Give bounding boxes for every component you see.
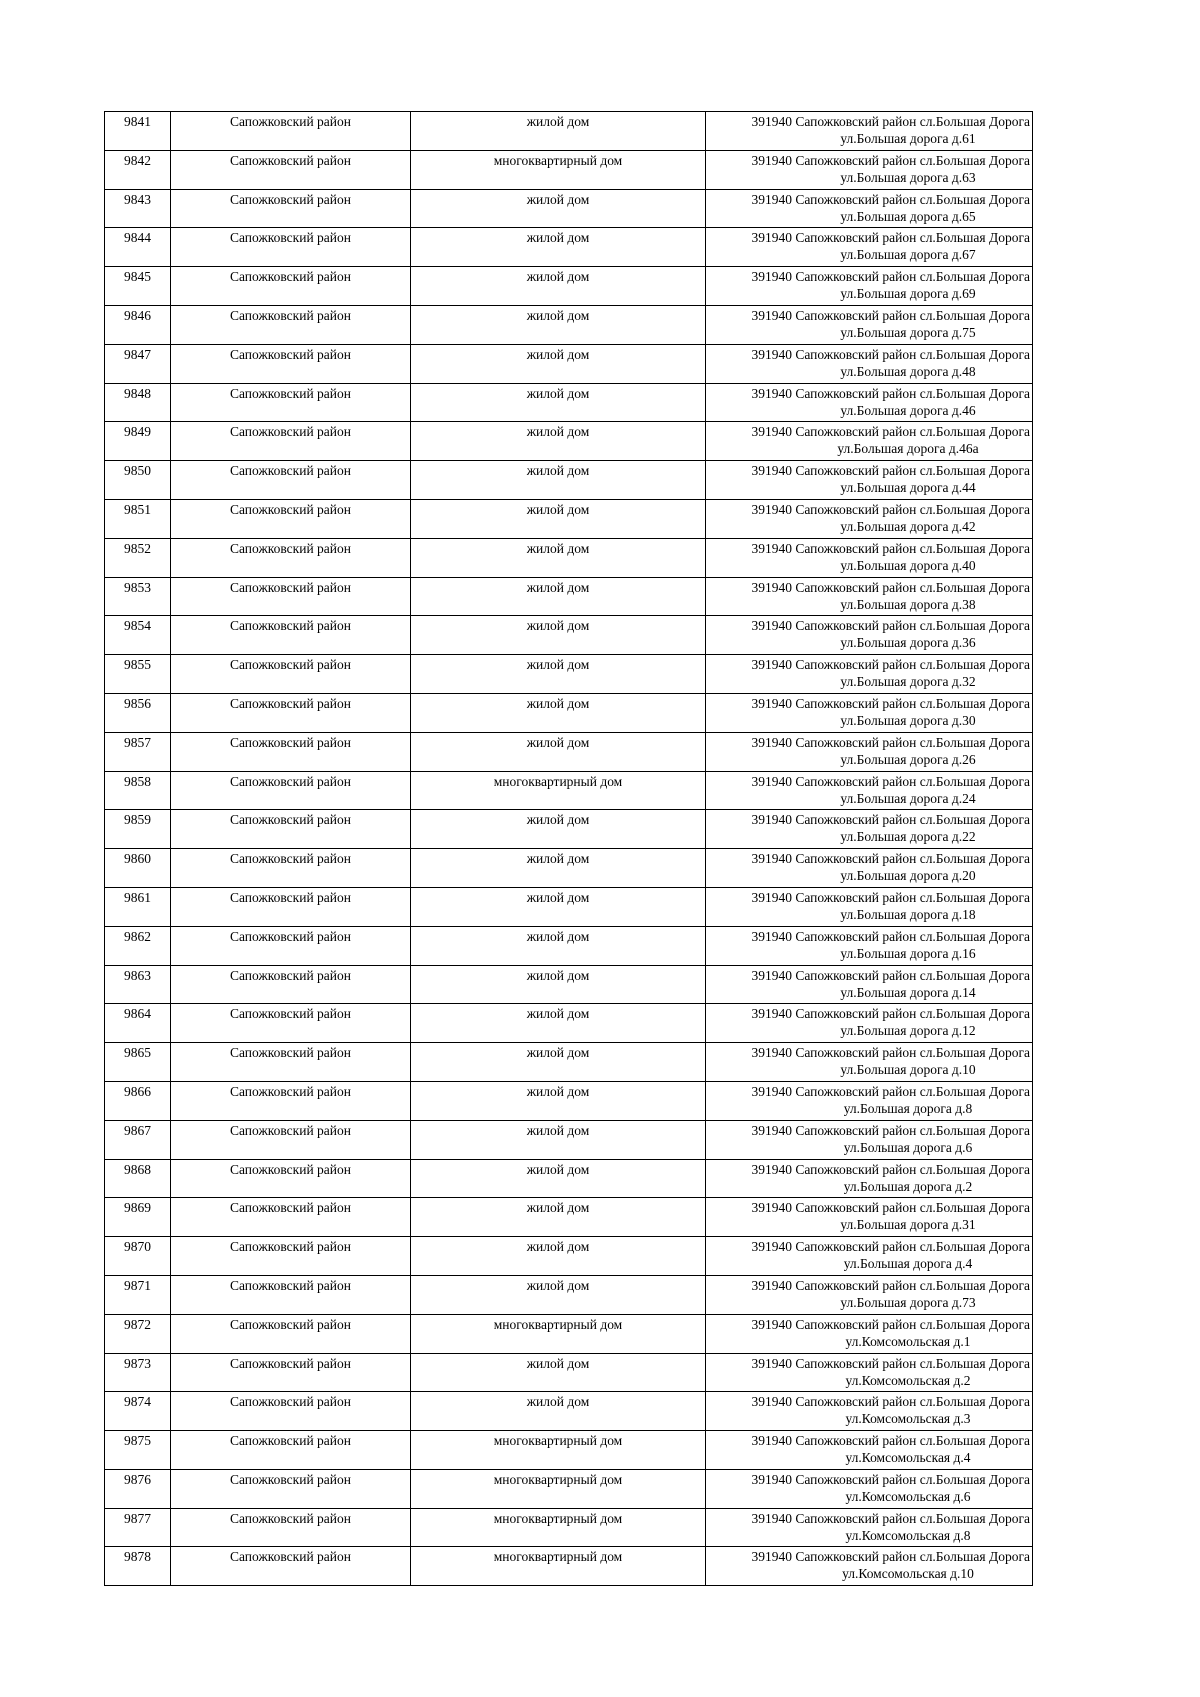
district-cell: Сапожковский район [171, 1237, 411, 1276]
address-line-2: ул.Большая дорога д.2 [843, 1178, 973, 1194]
table-row [105, 1004, 1033, 1043]
building-type-cell: жилой дом [411, 887, 706, 926]
address-line-2: ул.Большая дорога д.42 [840, 518, 976, 534]
address-line-1: 391940 Сапожковский район сл.Большая Дорога [751, 889, 1030, 905]
row-number: 9873 [105, 1353, 171, 1392]
table-row [105, 849, 1033, 888]
district-cell: Сапожковский район [171, 150, 411, 189]
building-type-cell: жилой дом [411, 1159, 706, 1198]
table-row [105, 305, 1033, 344]
address-cell [706, 422, 1033, 461]
address-line-2: ул.Большая дорога д.46а [837, 441, 979, 457]
building-type-cell: жилой дом [411, 1043, 706, 1082]
table-row [105, 1353, 1033, 1392]
row-number: 9841 [105, 112, 171, 151]
table-row [105, 926, 1033, 965]
address-cell [706, 228, 1033, 267]
row-number: 9845 [105, 267, 171, 306]
row-number: 9848 [105, 383, 171, 422]
address-line-1: 391940 Сапожковский район сл.Большая Дорога [751, 1394, 1030, 1410]
address-cell [706, 771, 1033, 810]
row-number: 9852 [105, 538, 171, 577]
building-type-cell: многоквартирный дом [411, 1508, 706, 1547]
row-number: 9876 [105, 1469, 171, 1508]
address-cell [706, 577, 1033, 616]
address-line-2: ул.Большая дорога д.31 [840, 1217, 976, 1233]
table-row [105, 771, 1033, 810]
building-type-cell: жилой дом [411, 732, 706, 771]
table-row [105, 1275, 1033, 1314]
address-line-2: ул.Большая дорога д.40 [840, 557, 976, 573]
row-number: 9874 [105, 1392, 171, 1431]
address-line-2: ул.Большая дорога д.20 [840, 868, 976, 884]
address-cell [706, 1314, 1033, 1353]
table-row [105, 1314, 1033, 1353]
table-row [105, 577, 1033, 616]
address-cell [706, 655, 1033, 694]
row-number: 9860 [105, 849, 171, 888]
address-line-1: 391940 Сапожковский район сл.Большая Дорога [751, 851, 1030, 867]
district-cell: Сапожковский район [171, 1159, 411, 1198]
building-type-cell: жилой дом [411, 616, 706, 655]
building-type-cell: жилой дом [411, 383, 706, 422]
address-line-1: 391940 Сапожковский район сл.Большая Дорога [751, 1316, 1030, 1332]
address-cell [706, 1004, 1033, 1043]
district-cell: Сапожковский район [171, 1043, 411, 1082]
row-number: 9868 [105, 1159, 171, 1198]
address-cell [706, 1198, 1033, 1237]
table-row [105, 1081, 1033, 1120]
district-cell: Сапожковский район [171, 112, 411, 151]
row-number: 9869 [105, 1198, 171, 1237]
table-row [105, 887, 1033, 926]
district-cell: Сапожковский район [171, 1081, 411, 1120]
address-line-1: 391940 Сапожковский район сл.Большая Дорога [751, 152, 1030, 168]
address-cell [706, 1431, 1033, 1470]
district-cell: Сапожковский район [171, 732, 411, 771]
address-line-1: 391940 Сапожковский район сл.Большая Дорога [751, 1471, 1030, 1487]
district-cell: Сапожковский район [171, 965, 411, 1004]
address-line-2: ул.Большая дорога д.48 [840, 363, 976, 379]
row-number: 9870 [105, 1237, 171, 1276]
table-row [105, 1392, 1033, 1431]
address-line-1: 391940 Сапожковский район сл.Большая Дорога [751, 695, 1030, 711]
table-row [105, 189, 1033, 228]
row-number: 9878 [105, 1547, 171, 1586]
address-cell [706, 1237, 1033, 1276]
address-line-1: 391940 Сапожковский район сл.Большая Дорога [751, 269, 1030, 285]
row-number: 9858 [105, 771, 171, 810]
district-cell: Сапожковский район [171, 655, 411, 694]
address-line-2: ул.Комсомольская д.6 [845, 1488, 971, 1504]
table-row [105, 810, 1033, 849]
building-type-cell: жилой дом [411, 1198, 706, 1237]
address-line-2: ул.Большая дорога д.16 [840, 945, 976, 961]
district-cell: Сапожковский район [171, 577, 411, 616]
row-number: 9850 [105, 461, 171, 500]
address-cell [706, 305, 1033, 344]
address-line-2: ул.Комсомольская д.2 [845, 1372, 971, 1388]
address-line-1: 391940 Сапожковский район сл.Большая Дорога [751, 1045, 1030, 1061]
address-line-2: ул.Большая дорога д.36 [840, 635, 976, 651]
building-type-cell: жилой дом [411, 577, 706, 616]
address-line-1: 391940 Сапожковский район сл.Большая Дорога [751, 501, 1030, 517]
building-type-cell: многоквартирный дом [411, 1547, 706, 1586]
building-type-cell: многоквартирный дом [411, 1431, 706, 1470]
row-number: 9867 [105, 1120, 171, 1159]
row-number: 9844 [105, 228, 171, 267]
district-cell: Сапожковский район [171, 1314, 411, 1353]
row-number: 9856 [105, 693, 171, 732]
row-number: 9859 [105, 810, 171, 849]
building-type-cell: жилой дом [411, 267, 706, 306]
district-cell: Сапожковский район [171, 1547, 411, 1586]
address-cell [706, 1081, 1033, 1120]
building-type-cell: жилой дом [411, 1237, 706, 1276]
table-row [105, 383, 1033, 422]
table-row [105, 538, 1033, 577]
row-number: 9849 [105, 422, 171, 461]
table-row [105, 267, 1033, 306]
building-type-cell: жилой дом [411, 499, 706, 538]
address-line-2: ул.Большая дорога д.75 [840, 324, 976, 340]
row-number: 9857 [105, 732, 171, 771]
table-row [105, 1043, 1033, 1082]
district-cell: Сапожковский район [171, 228, 411, 267]
address-line-2: ул.Большая дорога д.6 [843, 1139, 973, 1155]
address-line-2: ул.Большая дорога д.67 [840, 247, 976, 263]
district-cell: Сапожковский район [171, 1392, 411, 1431]
building-type-cell: жилой дом [411, 1275, 706, 1314]
table-row [105, 965, 1033, 1004]
address-cell [706, 499, 1033, 538]
address-cell [706, 1120, 1033, 1159]
building-type-cell: жилой дом [411, 965, 706, 1004]
address-cell [706, 538, 1033, 577]
address-cell [706, 344, 1033, 383]
address-line-1: 391940 Сапожковский район сл.Большая Дорога [751, 424, 1030, 440]
table-row [105, 228, 1033, 267]
building-type-cell: многоквартирный дом [411, 150, 706, 189]
address-line-2: ул.Большая дорога д.69 [840, 286, 976, 302]
district-cell: Сапожковский район [171, 849, 411, 888]
address-line-1: 391940 Сапожковский район сл.Большая Дорога [751, 1200, 1030, 1216]
table-row [105, 1237, 1033, 1276]
address-line-1: 391940 Сапожковский район сл.Большая Дорога [751, 967, 1030, 983]
table-row [105, 499, 1033, 538]
address-line-2: ул.Большая дорога д.38 [840, 596, 976, 612]
district-cell: Сапожковский район [171, 1120, 411, 1159]
address-table [104, 111, 1033, 1586]
table-row [105, 1547, 1033, 1586]
address-line-1: 391940 Сапожковский район сл.Большая Дорога [751, 579, 1030, 595]
building-type-cell: жилой дом [411, 926, 706, 965]
address-line-2: ул.Большая дорога д.30 [840, 712, 976, 728]
address-line-2: ул.Большая дорога д.10 [840, 1062, 976, 1078]
address-table-body [105, 112, 1033, 1586]
building-type-cell: жилой дом [411, 1353, 706, 1392]
row-number: 9865 [105, 1043, 171, 1082]
address-cell [706, 965, 1033, 1004]
row-number: 9851 [105, 499, 171, 538]
district-cell: Сапожковский район [171, 538, 411, 577]
building-type-cell: жилой дом [411, 1081, 706, 1120]
building-type-cell: жилой дом [411, 228, 706, 267]
row-number: 9877 [105, 1508, 171, 1547]
district-cell: Сапожковский район [171, 1469, 411, 1508]
table-row [105, 150, 1033, 189]
building-type-cell: жилой дом [411, 189, 706, 228]
district-cell: Сапожковский район [171, 344, 411, 383]
address-cell [706, 150, 1033, 189]
row-number: 9862 [105, 926, 171, 965]
district-cell: Сапожковский район [171, 1353, 411, 1392]
address-line-2: ул.Комсомольская д.4 [845, 1450, 971, 1466]
building-type-cell: жилой дом [411, 422, 706, 461]
address-cell [706, 1159, 1033, 1198]
table-row [105, 461, 1033, 500]
district-cell: Сапожковский район [171, 499, 411, 538]
address-line-1: 391940 Сапожковский район сл.Большая Дорога [751, 463, 1030, 479]
district-cell: Сапожковский район [171, 422, 411, 461]
address-line-1: 391940 Сапожковский район сл.Большая Дорога [751, 1355, 1030, 1371]
row-number: 9846 [105, 305, 171, 344]
address-cell [706, 1043, 1033, 1082]
address-line-1: 391940 Сапожковский район сл.Большая Дорога [751, 230, 1030, 246]
district-cell: Сапожковский район [171, 1198, 411, 1237]
address-line-1: 391940 Сапожковский район сл.Большая Дорога [751, 773, 1030, 789]
district-cell: Сапожковский район [171, 1275, 411, 1314]
row-number: 9861 [105, 887, 171, 926]
table-row [105, 693, 1033, 732]
address-line-2: ул.Большая дорога д.46 [840, 402, 976, 418]
building-type-cell: многоквартирный дом [411, 1314, 706, 1353]
district-cell: Сапожковский район [171, 305, 411, 344]
district-cell: Сапожковский район [171, 383, 411, 422]
address-line-1: 391940 Сапожковский район сл.Большая Дорога [751, 1083, 1030, 1099]
address-line-2: ул.Большая дорога д.63 [840, 169, 976, 185]
table-row [105, 1198, 1033, 1237]
address-line-2: ул.Большая дорога д.26 [840, 751, 976, 767]
address-line-1: 391940 Сапожковский район сл.Большая Дорога [751, 734, 1030, 750]
address-line-1: 391940 Сапожковский район сл.Большая Дорога [751, 307, 1030, 323]
building-type-cell: многоквартирный дом [411, 1469, 706, 1508]
address-cell [706, 693, 1033, 732]
table-row [105, 732, 1033, 771]
address-cell [706, 616, 1033, 655]
table-row [105, 422, 1033, 461]
table-row [105, 1120, 1033, 1159]
address-line-2: ул.Большая дорога д.4 [843, 1256, 973, 1272]
address-line-1: 391940 Сапожковский район сл.Большая Дорога [751, 114, 1030, 129]
district-cell: Сапожковский район [171, 810, 411, 849]
address-line-1: 391940 Сапожковский район сл.Большая Дорога [751, 540, 1030, 556]
district-cell: Сапожковский район [171, 1431, 411, 1470]
building-type-cell: жилой дом [411, 344, 706, 383]
address-line-1: 391940 Сапожковский район сл.Большая Дорога [751, 1122, 1030, 1138]
building-type-cell: жилой дом [411, 305, 706, 344]
address-cell [706, 1353, 1033, 1392]
address-line-2: ул.Большая дорога д.24 [840, 790, 976, 806]
row-number: 9864 [105, 1004, 171, 1043]
address-line-1: 391940 Сапожковский район сл.Большая Дорога [751, 657, 1030, 673]
address-cell [706, 267, 1033, 306]
building-type-cell: жилой дом [411, 1392, 706, 1431]
district-cell: Сапожковский район [171, 1004, 411, 1043]
address-line-2: ул.Большая дорога д.12 [840, 1023, 976, 1039]
building-type-cell: жилой дом [411, 1120, 706, 1159]
address-line-2: ул.Комсомольская д.1 [845, 1333, 971, 1349]
table-row [105, 1469, 1033, 1508]
address-line-2: ул.Большая дорога д.65 [840, 208, 976, 224]
address-line-2: ул.Большая дорога д.32 [840, 674, 976, 690]
address-cell [706, 1275, 1033, 1314]
district-cell: Сапожковский район [171, 693, 411, 732]
district-cell: Сапожковский район [171, 189, 411, 228]
address-line-2: ул.Большая дорога д.8 [843, 1100, 973, 1116]
address-cell [706, 849, 1033, 888]
building-type-cell: жилой дом [411, 461, 706, 500]
address-line-2: ул.Большая дорога д.44 [840, 480, 976, 496]
address-cell [706, 1392, 1033, 1431]
address-line-1: 391940 Сапожковский район сл.Большая Дорога [751, 1510, 1030, 1526]
address-line-1: 391940 Сапожковский район сл.Большая Дорога [751, 1549, 1030, 1565]
table-row [105, 1431, 1033, 1470]
table-row [105, 1159, 1033, 1198]
address-cell [706, 461, 1033, 500]
row-number: 9872 [105, 1314, 171, 1353]
address-line-1: 391940 Сапожковский район сл.Большая Дорога [751, 191, 1030, 207]
address-cell [706, 1508, 1033, 1547]
address-line-2: ул.Большая дорога д.14 [840, 984, 976, 1000]
address-line-1: 391940 Сапожковский район сл.Большая Дорога [751, 346, 1030, 362]
table-row [105, 616, 1033, 655]
building-type-cell: многоквартирный дом [411, 771, 706, 810]
row-number: 9853 [105, 577, 171, 616]
address-line-1: 391940 Сапожковский район сл.Большая Дорога [751, 1277, 1030, 1293]
address-line-1: 391940 Сапожковский район сл.Большая Дорога [751, 928, 1030, 944]
address-line-2: ул.Большая дорога д.73 [840, 1294, 976, 1310]
address-line-1: 391940 Сапожковский район сл.Большая Дорога [751, 1006, 1030, 1022]
address-cell [706, 112, 1033, 151]
row-number: 9842 [105, 150, 171, 189]
address-line-1: 391940 Сапожковский район сл.Большая Дорога [751, 618, 1030, 634]
building-type-cell: жилой дом [411, 810, 706, 849]
address-line-2: ул.Большая дорога д.22 [840, 829, 976, 845]
address-cell [706, 732, 1033, 771]
address-line-1: 391940 Сапожковский район сл.Большая Дорога [751, 385, 1030, 401]
table-row [105, 655, 1033, 694]
address-cell [706, 189, 1033, 228]
row-number: 9863 [105, 965, 171, 1004]
district-cell: Сапожковский район [171, 267, 411, 306]
row-number: 9847 [105, 344, 171, 383]
address-line-1: 391940 Сапожковский район сл.Большая Дорога [751, 1433, 1030, 1449]
building-type-cell: жилой дом [411, 1004, 706, 1043]
building-type-cell: жилой дом [411, 849, 706, 888]
address-cell [706, 810, 1033, 849]
address-line-1: 391940 Сапожковский район сл.Большая Дорога [751, 812, 1030, 828]
address-cell [706, 1469, 1033, 1508]
address-line-2: ул.Большая дорога д.61 [840, 131, 976, 146]
row-number: 9854 [105, 616, 171, 655]
district-cell: Сапожковский район [171, 461, 411, 500]
row-number: 9866 [105, 1081, 171, 1120]
table-row [105, 1508, 1033, 1547]
address-line-1: 391940 Сапожковский район сл.Большая Дорога [751, 1239, 1030, 1255]
address-line-2: ул.Комсомольская д.10 [842, 1566, 974, 1582]
row-number: 9875 [105, 1431, 171, 1470]
building-type-cell: жилой дом [411, 538, 706, 577]
address-cell [706, 887, 1033, 926]
address-cell [706, 1547, 1033, 1586]
row-number: 9843 [105, 189, 171, 228]
table-row [105, 112, 1033, 151]
building-type-cell: жилой дом [411, 655, 706, 694]
address-cell [706, 383, 1033, 422]
district-cell: Сапожковский район [171, 1508, 411, 1547]
row-number: 9871 [105, 1275, 171, 1314]
table-row [105, 344, 1033, 383]
address-line-2: ул.Комсомольская д.3 [845, 1411, 971, 1427]
address-cell [706, 926, 1033, 965]
building-type-cell: жилой дом [411, 112, 706, 151]
district-cell: Сапожковский район [171, 926, 411, 965]
building-type-cell: жилой дом [411, 693, 706, 732]
district-cell: Сапожковский район [171, 616, 411, 655]
address-line-1: 391940 Сапожковский район сл.Большая Дорога [751, 1161, 1030, 1177]
address-line-2: ул.Комсомольская д.8 [845, 1527, 971, 1543]
row-number: 9855 [105, 655, 171, 694]
address-line-2: ул.Большая дорога д.18 [840, 906, 976, 922]
district-cell: Сапожковский район [171, 771, 411, 810]
district-cell: Сапожковский район [171, 887, 411, 926]
